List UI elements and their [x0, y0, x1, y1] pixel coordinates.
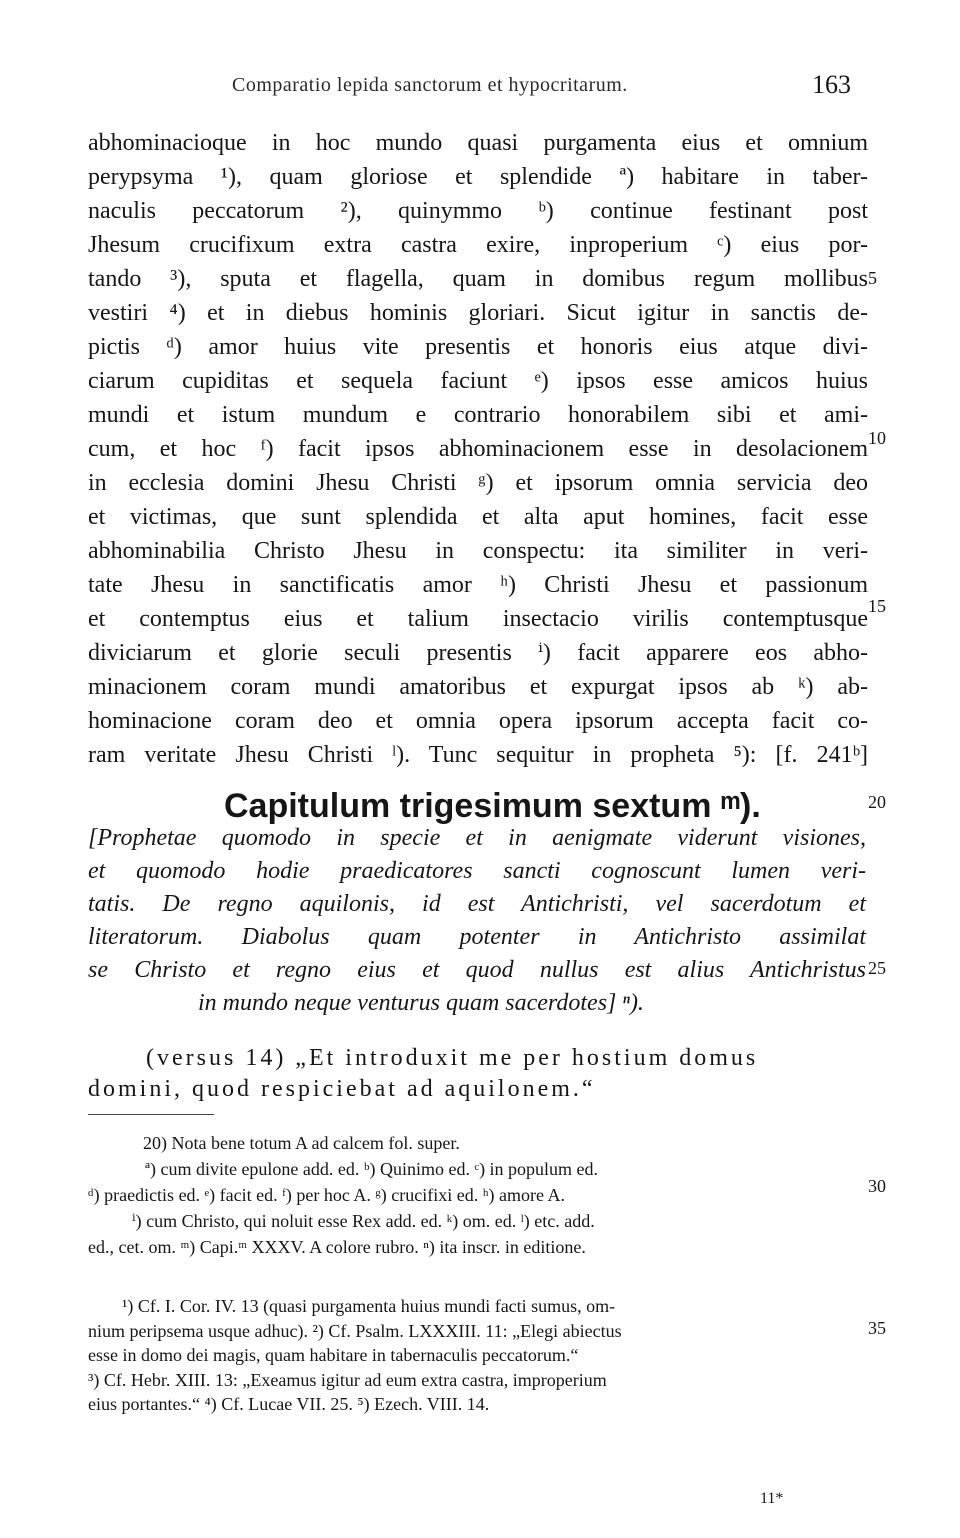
- text-line: tate Jhesu in sanctificatis amor ʰ) Christi Jhesu et passionum: [88, 572, 868, 598]
- summary-line: [Prophetae quomodo in specie et in aenigmate viderunt visiones,: [88, 825, 866, 851]
- text-line: ciarum cupiditas et sequela faciunt ᵉ) ipsos esse amicos huius: [88, 368, 868, 394]
- note-line: esse in domo dei magis, quam habitare in tabernaculis peccatorum.“: [88, 1345, 579, 1365]
- note-line: ed., cet. om. ᵐ) Capi.ᵐ XXXV. A colore rubro. ⁿ) ita inscr. in editione.: [88, 1237, 586, 1257]
- note-line: ³) Cf. Hebr. XIII. 13: „Exeamus igitur ad eum extra castra, improperium: [88, 1369, 607, 1390]
- summary-line: se Christo et regno eius et quod nullus est alius Antichristus: [88, 957, 866, 983]
- text-line: cum, et hoc ᶠ) facit ipsos abhominacionem esse in desolacionem: [88, 436, 868, 462]
- text-line: abhominacioque in hoc mundo quasi purgamenta eius et omnium: [88, 130, 868, 156]
- running-title: Comparatio lepida sanctorum et hypocritarum.: [232, 74, 628, 96]
- text-line: mundi et istum mundum e contrario honorabilem sibi et ami-: [88, 402, 868, 428]
- text-line: et contemptus eius et talium insectacio virilis contemptusque: [88, 606, 868, 632]
- text-line: minacionem coram mundi amatoribus et expurgat ipsos ab ᵏ) ab-: [88, 674, 868, 700]
- verse-quote: [88, 1043, 866, 1105]
- main-text: [88, 126, 868, 772]
- note-line: nium peripsema usque adhuc). ²) Cf. Psalm. LXXXIII. 11: „Elegi abiectus: [88, 1320, 622, 1341]
- text-line: naculis peccatorum ²), quinymmo ᵇ) continue festinant post: [88, 198, 868, 224]
- verse-line: (versus 14) „Et introduxit me per hostium domus: [146, 1045, 759, 1071]
- note-line: ⁱ) cum Christo, qui noluit esse Rex add. ed. ᵏ) om. ed. ˡ) etc. add.: [132, 1211, 595, 1231]
- verse-line: domini, quod respiciebat ad aquilonem.“: [88, 1076, 596, 1102]
- note-line: ᵈ) praedictis ed. ᵉ) facit ed. ᶠ) per hoc A. ᵍ) crucifixi ed. ʰ) amore A.: [88, 1185, 565, 1205]
- signature-mark: 11*: [760, 1490, 784, 1507]
- text-line: ram veritate Jhesu Christi ˡ). Tunc sequitur in propheta ⁵): [f. 241ᵇ]: [88, 742, 868, 768]
- text-line: Jhesum crucifixum extra castra exire, inproperium ᶜ) eius por-: [88, 232, 868, 258]
- line-number: 10: [868, 428, 886, 448]
- summary-line: in mundo neque venturus quam sacerdotes] ⁿ).: [198, 990, 644, 1016]
- text-line: abhominabilia Christo Jhesu in conspectu: ita similiter in veri-: [88, 538, 868, 564]
- line-number: 35: [868, 1318, 886, 1338]
- footnote-divider: [88, 1114, 214, 1115]
- text-line: pictis ᵈ) amor huius vite presentis et honoris eius atque divi-: [88, 334, 868, 360]
- line-number: 5: [868, 268, 877, 288]
- summary-line: tatis. De regno aquilonis, id est Antichristi, vel sacerdotum et: [88, 891, 866, 917]
- line-number: 15: [868, 596, 886, 616]
- text-line: perypsyma ¹), quam gloriose et splendide ª) habitare in taber-: [88, 164, 868, 190]
- line-number: 25: [868, 958, 886, 978]
- note-line: ª) cum divite epulone add. ed. ᵇ) Quinimo ed. ᶜ) in populum ed.: [145, 1159, 599, 1179]
- variant-notes: [88, 1130, 870, 1260]
- summary-line: et quomodo hodie praedicatores sancti cognoscunt lumen veri-: [88, 858, 866, 884]
- source-notes: [88, 1294, 848, 1417]
- text-line: diviciarum et glorie seculi presentis ⁱ) facit apparere eos abho-: [88, 640, 868, 666]
- note-line: ¹) Cf. I. Cor. IV. 13 (quasi purgamenta huius mundi facti sumus, om-: [122, 1296, 616, 1316]
- chapter-heading: Capitulum trigesimum sextum ᵐ).: [224, 787, 761, 825]
- page-number: 163: [812, 70, 851, 99]
- line-number: 30: [868, 1176, 886, 1196]
- summary-line: literatorum. Diabolus quam potenter in Antichristo assimilat: [88, 924, 866, 950]
- text-line: vestiri ⁴) et in diebus hominis gloriari. Sicut igitur in sanctis de-: [88, 300, 868, 326]
- note-line: 20) Nota bene totum A ad calcem fol. super.: [143, 1133, 460, 1153]
- note-line: eius portantes.“ ⁴) Cf. Lucae VII. 25. ⁵) Ezech. VIII. 14.: [88, 1394, 490, 1414]
- text-line: et victimas, que sunt splendida et alta aput homines, facit esse: [88, 504, 868, 530]
- line-number: 20: [868, 792, 886, 812]
- chapter-summary: [88, 822, 866, 1020]
- text-line: in ecclesia domini Jhesu Christi ᵍ) et ipsorum omnia servicia deo: [88, 470, 868, 496]
- text-line: tando ³), sputa et flagella, quam in domibus regum mollibus: [88, 266, 868, 292]
- text-line: hominacione coram deo et omnia opera ipsorum accepta facit co-: [88, 708, 868, 734]
